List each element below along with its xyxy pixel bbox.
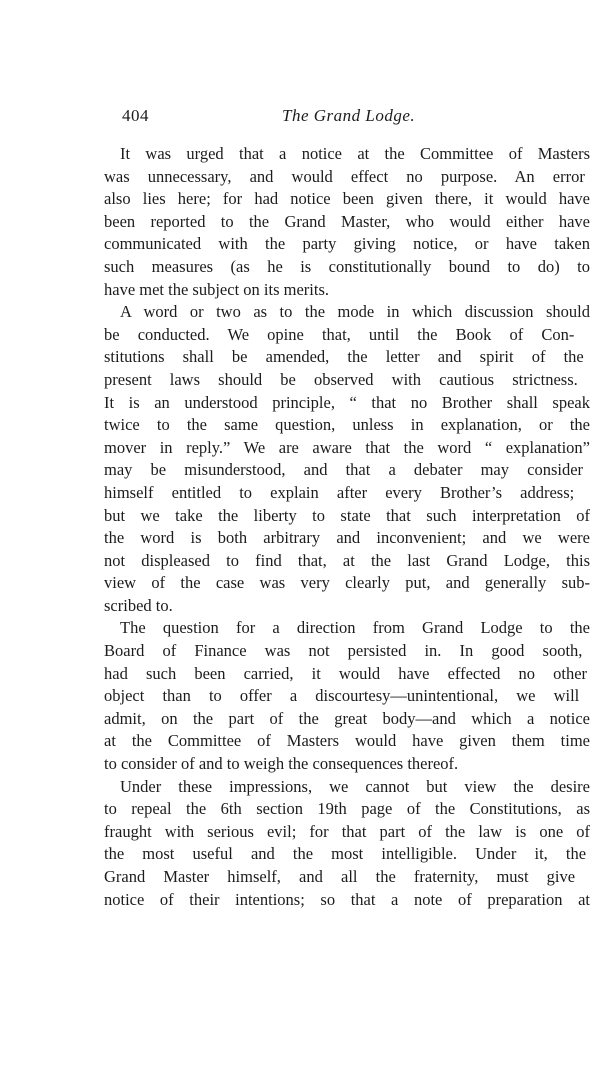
text-line: at the Committee of Masters would have given them time (104, 731, 590, 751)
text-line: Under these impressions, we cannot but view the desire (120, 776, 590, 796)
text-line: It was urged that a notice at the Committee of Masters (120, 144, 590, 163)
text-line: fraught with serious evil; for that part of the law is one of (104, 821, 590, 841)
text-line: admit, on the part of the great body—and which a notice (104, 708, 590, 728)
paragraph (104, 143, 590, 301)
text-line: Grand Master himself, and all the fraternity, must give (104, 867, 576, 886)
text-line: object than to offer a discourtesy—unintentional, we will (104, 686, 580, 706)
text-line: A word or two as to the mode in which discussion should (120, 302, 590, 322)
text-line: communicated with the party giving notice, or have taken (104, 234, 590, 254)
text-line: to repeal the 6th section 19th page of the Constitutions, as (104, 799, 590, 819)
text-line: The question for a direction from Grand Lodge to the (120, 618, 590, 638)
text-line: not displeased to find that, at the last Grand Lodge, this (104, 550, 590, 570)
text-line: was unnecessary, and would effect no purpose. An error (104, 166, 585, 186)
text-line: been reported to the Grand Master, who would either have (104, 211, 590, 231)
text-line: himself entitled to explain after every Brother’s address; (104, 482, 575, 502)
text-line: also lies here; for had notice been given there, it would have (104, 189, 590, 209)
text-line: such measures (as he is constitutionally bound to do) to (104, 256, 590, 276)
text-line: Board of Finance was not persisted in. In good sooth, (104, 641, 583, 661)
body-text (104, 143, 590, 911)
paragraph (104, 617, 590, 775)
text-line: view of the case was very clearly put, and generally sub- (104, 573, 590, 593)
text-line: be conducted. We opine that, until the Book of Con- (104, 324, 575, 344)
text-line: the word is both arbitrary and inconvenient; and we were (104, 528, 590, 548)
text-line: stitutions shall be amended, the letter and spirit of the (104, 347, 584, 367)
page-number: 404 (122, 106, 149, 125)
paragraph (104, 301, 590, 617)
text-line: may be misunderstood, and that a debater may consider (104, 460, 584, 480)
text-line: had such been carried, it would have effected no other (104, 663, 588, 683)
running-head (122, 106, 444, 130)
paragraph (104, 776, 590, 912)
text-line: It is an understood principle, “ that no Brother shall speak (104, 392, 590, 412)
text-line: to consider of and to weigh the consequences thereof. (104, 754, 459, 774)
text-line: twice to the same question, unless in explanation, or the (104, 415, 590, 435)
text-line: mover in reply.” We are aware that the word “ explanation” (104, 437, 590, 457)
text-line: present laws should be observed with cautious strictness. (104, 369, 578, 389)
text-line: the most useful and the most intelligible. Under it, the (104, 844, 587, 864)
text-line: notice of their intentions; so that a note of preparation at (104, 889, 590, 909)
text-line: scribed to. (104, 595, 173, 615)
text-line: have met the subject on its merits. (104, 279, 329, 299)
text-line: but we take the liberty to state that such interpretation of (104, 505, 590, 525)
running-title: The Grand Lodge. (282, 106, 416, 125)
